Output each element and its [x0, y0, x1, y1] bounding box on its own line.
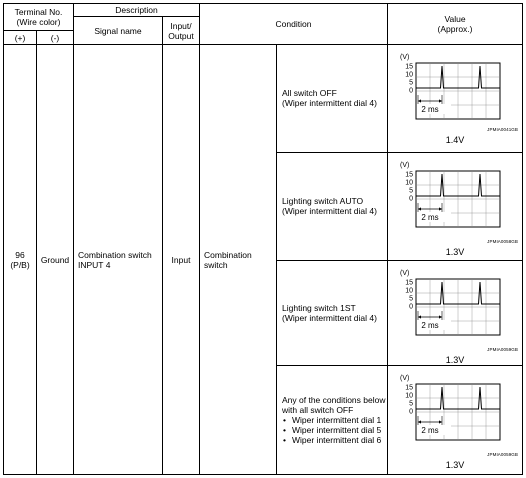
minus-terminal-header: (-) [37, 31, 74, 45]
time-arrow-head [418, 207, 421, 210]
axis-unit-label: (V) [400, 54, 410, 62]
input-output-header: Input/ Output [163, 17, 200, 45]
oscilloscope-waveform-1 [398, 51, 508, 121]
axis-tick-label: 15 [405, 279, 414, 287]
value-cell-3 [388, 261, 523, 366]
list-item: • Wiper intermittent dial 1 [282, 415, 387, 425]
time-arrow-head [439, 421, 442, 424]
axis-unit-label: (V) [400, 270, 410, 278]
axis-tick-label: 10 [405, 287, 414, 295]
voltage-value-2: 1.3V [445, 246, 465, 257]
signal-name-cell: Combination switch INPUT 4 [74, 45, 163, 475]
voltage-value-1: 1.4V [445, 135, 465, 146]
time-scale-label: 2 ms [421, 212, 439, 222]
io-cell: Input [163, 45, 200, 475]
axis-tick-label: 5 [409, 400, 414, 408]
axis-tick-label: 5 [409, 79, 414, 87]
sub-condition-4-list [282, 415, 387, 445]
time-arrow-head [439, 315, 442, 318]
time-scale-label: 2 ms [421, 105, 439, 115]
axis-tick-label: 15 [405, 171, 414, 179]
value-cell-2 [388, 152, 523, 260]
list-item: • Wiper intermittent dial 6 [282, 435, 387, 445]
condition-header: Condition [200, 4, 388, 45]
signal-name-header: Signal name [74, 17, 163, 45]
figure-ref-2: JPMIA0058GB [487, 238, 519, 244]
axis-tick-label: 5 [409, 295, 414, 303]
voltage-value-4: 1.3V [445, 460, 465, 471]
terminal-spec-table [3, 3, 523, 475]
axis-tick-label: 15 [405, 63, 414, 71]
time-scale-label: 2 ms [421, 321, 439, 331]
terminal-plus-cell: 96 (P/B) [4, 45, 37, 475]
axis-unit-label: (V) [400, 375, 410, 383]
axis-tick-label: 10 [405, 71, 414, 79]
axis-tick-label: 10 [405, 392, 414, 400]
figure-ref-3: JPMIA0059GB [487, 347, 519, 353]
sub-condition-4: Any of the conditions below with all switch OFF • Wiper intermittent dial 1 • Wiper intermittent dial 5 • Wiper intermittent dial 6 [277, 366, 388, 475]
axis-tick-label: 10 [405, 179, 414, 187]
terminal-no-header: Terminal No. (Wire color) [4, 4, 74, 31]
oscilloscope-waveform-4 [398, 372, 508, 442]
time-arrow-head [439, 207, 442, 210]
condition-main-cell: Combination switch [200, 45, 277, 475]
axis-tick-label: 0 [409, 195, 414, 203]
value-cell-1 [388, 45, 523, 152]
sub-condition-2: Lighting switch AUTO (Wiper intermittent dial 4) [277, 152, 388, 260]
sub-condition-1: All switch OFF (Wiper intermittent dial 4) [277, 45, 388, 152]
oscilloscope-waveform-2 [398, 159, 508, 229]
axis-tick-label: 0 [409, 303, 414, 311]
description-header: Description [74, 4, 200, 17]
axis-tick-label: 0 [409, 408, 414, 416]
voltage-value-3: 1.3V [445, 355, 465, 366]
time-arrow-head [418, 100, 421, 103]
time-arrow-head [418, 315, 421, 318]
time-arrow-head [418, 421, 421, 424]
axis-tick-label: 0 [409, 87, 414, 95]
plus-terminal-header: (+) [4, 31, 37, 45]
oscilloscope-waveform-3 [398, 267, 508, 337]
value-header: Value (Approx.) [388, 4, 523, 45]
figure-ref-1: JPMIA0041GB [487, 127, 519, 133]
terminal-minus-cell: Ground [37, 45, 74, 475]
list-item: • Wiper intermittent dial 5 [282, 425, 387, 435]
value-cell-4 [388, 366, 523, 475]
axis-tick-label: 15 [405, 384, 414, 392]
time-scale-label: 2 ms [421, 426, 439, 436]
sub-condition-3: Lighting switch 1ST (Wiper intermittent dial 4) [277, 261, 388, 366]
figure-ref-4: JPMIA0059GB [487, 452, 519, 458]
time-arrow-head [439, 100, 442, 103]
axis-tick-label: 5 [409, 187, 414, 195]
axis-unit-label: (V) [400, 161, 410, 169]
